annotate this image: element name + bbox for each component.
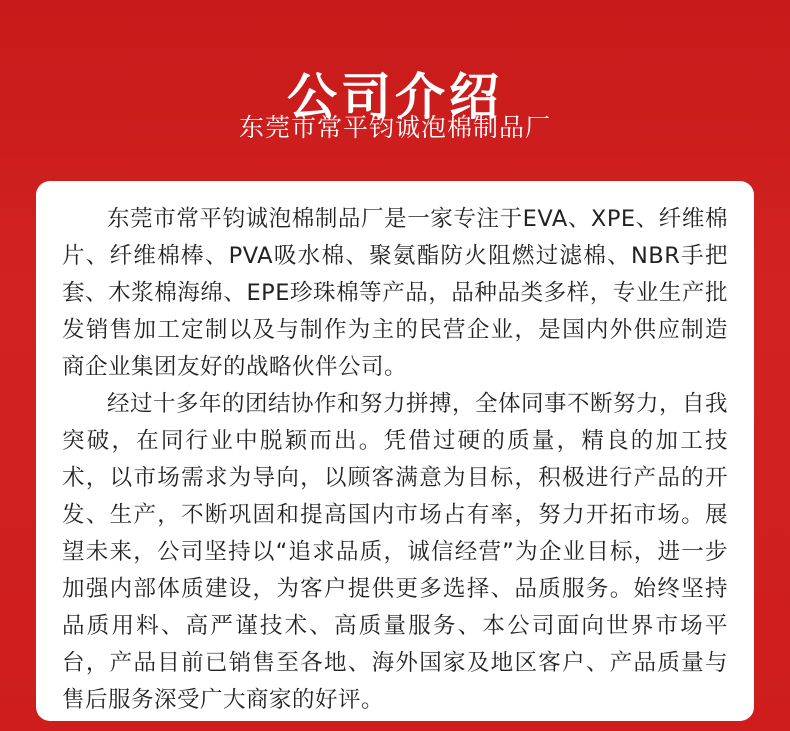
intro-card <box>36 181 754 721</box>
intro-paragraph-1: 东莞市常平钧诚泡棉制品厂是一家专注于EVA、XPE、纤维棉片、纤维棉棒、PVA吸水棉、聚氨酯防火阻燃过滤棉、NBR手把套、木浆棉海绵、EPE珍珠棉等产品，品种品类多样，专业生产批发销售加工定制以及与制作为主的民营企业，是国内外供应制造商企业集团友好的战略伙伴公司。 <box>62 206 728 380</box>
page-title: 公司介绍 <box>287 67 503 126</box>
intro-paragraph-2: 经过十多年的团结协作和努力拼搏，全体同事不断努力，自我突破，在同行业中脱颖而出。凭借过硬的质量，精良的加工技术，以市场需求为导向，以顾客满意为目标，积极进行产品的开发、生产，不断巩固和提高国内市场占有率，努力开拓市场。展望未来，公司坚持以“追求品质，诚信经营”为企业目标，进一步加强内部体质建设，为客户提供更多选择、品质服务。始终坚持品质用料、高严谨技术、高质量服务、本公司面向世界市场平台，产品目前已销售至各地、海外国家及地区客户、产品质量与售后服务深受广大商家的好评。 <box>62 391 729 713</box>
company-name-subtitle: 东莞市常平钧诚泡棉制品厂 <box>238 113 551 142</box>
